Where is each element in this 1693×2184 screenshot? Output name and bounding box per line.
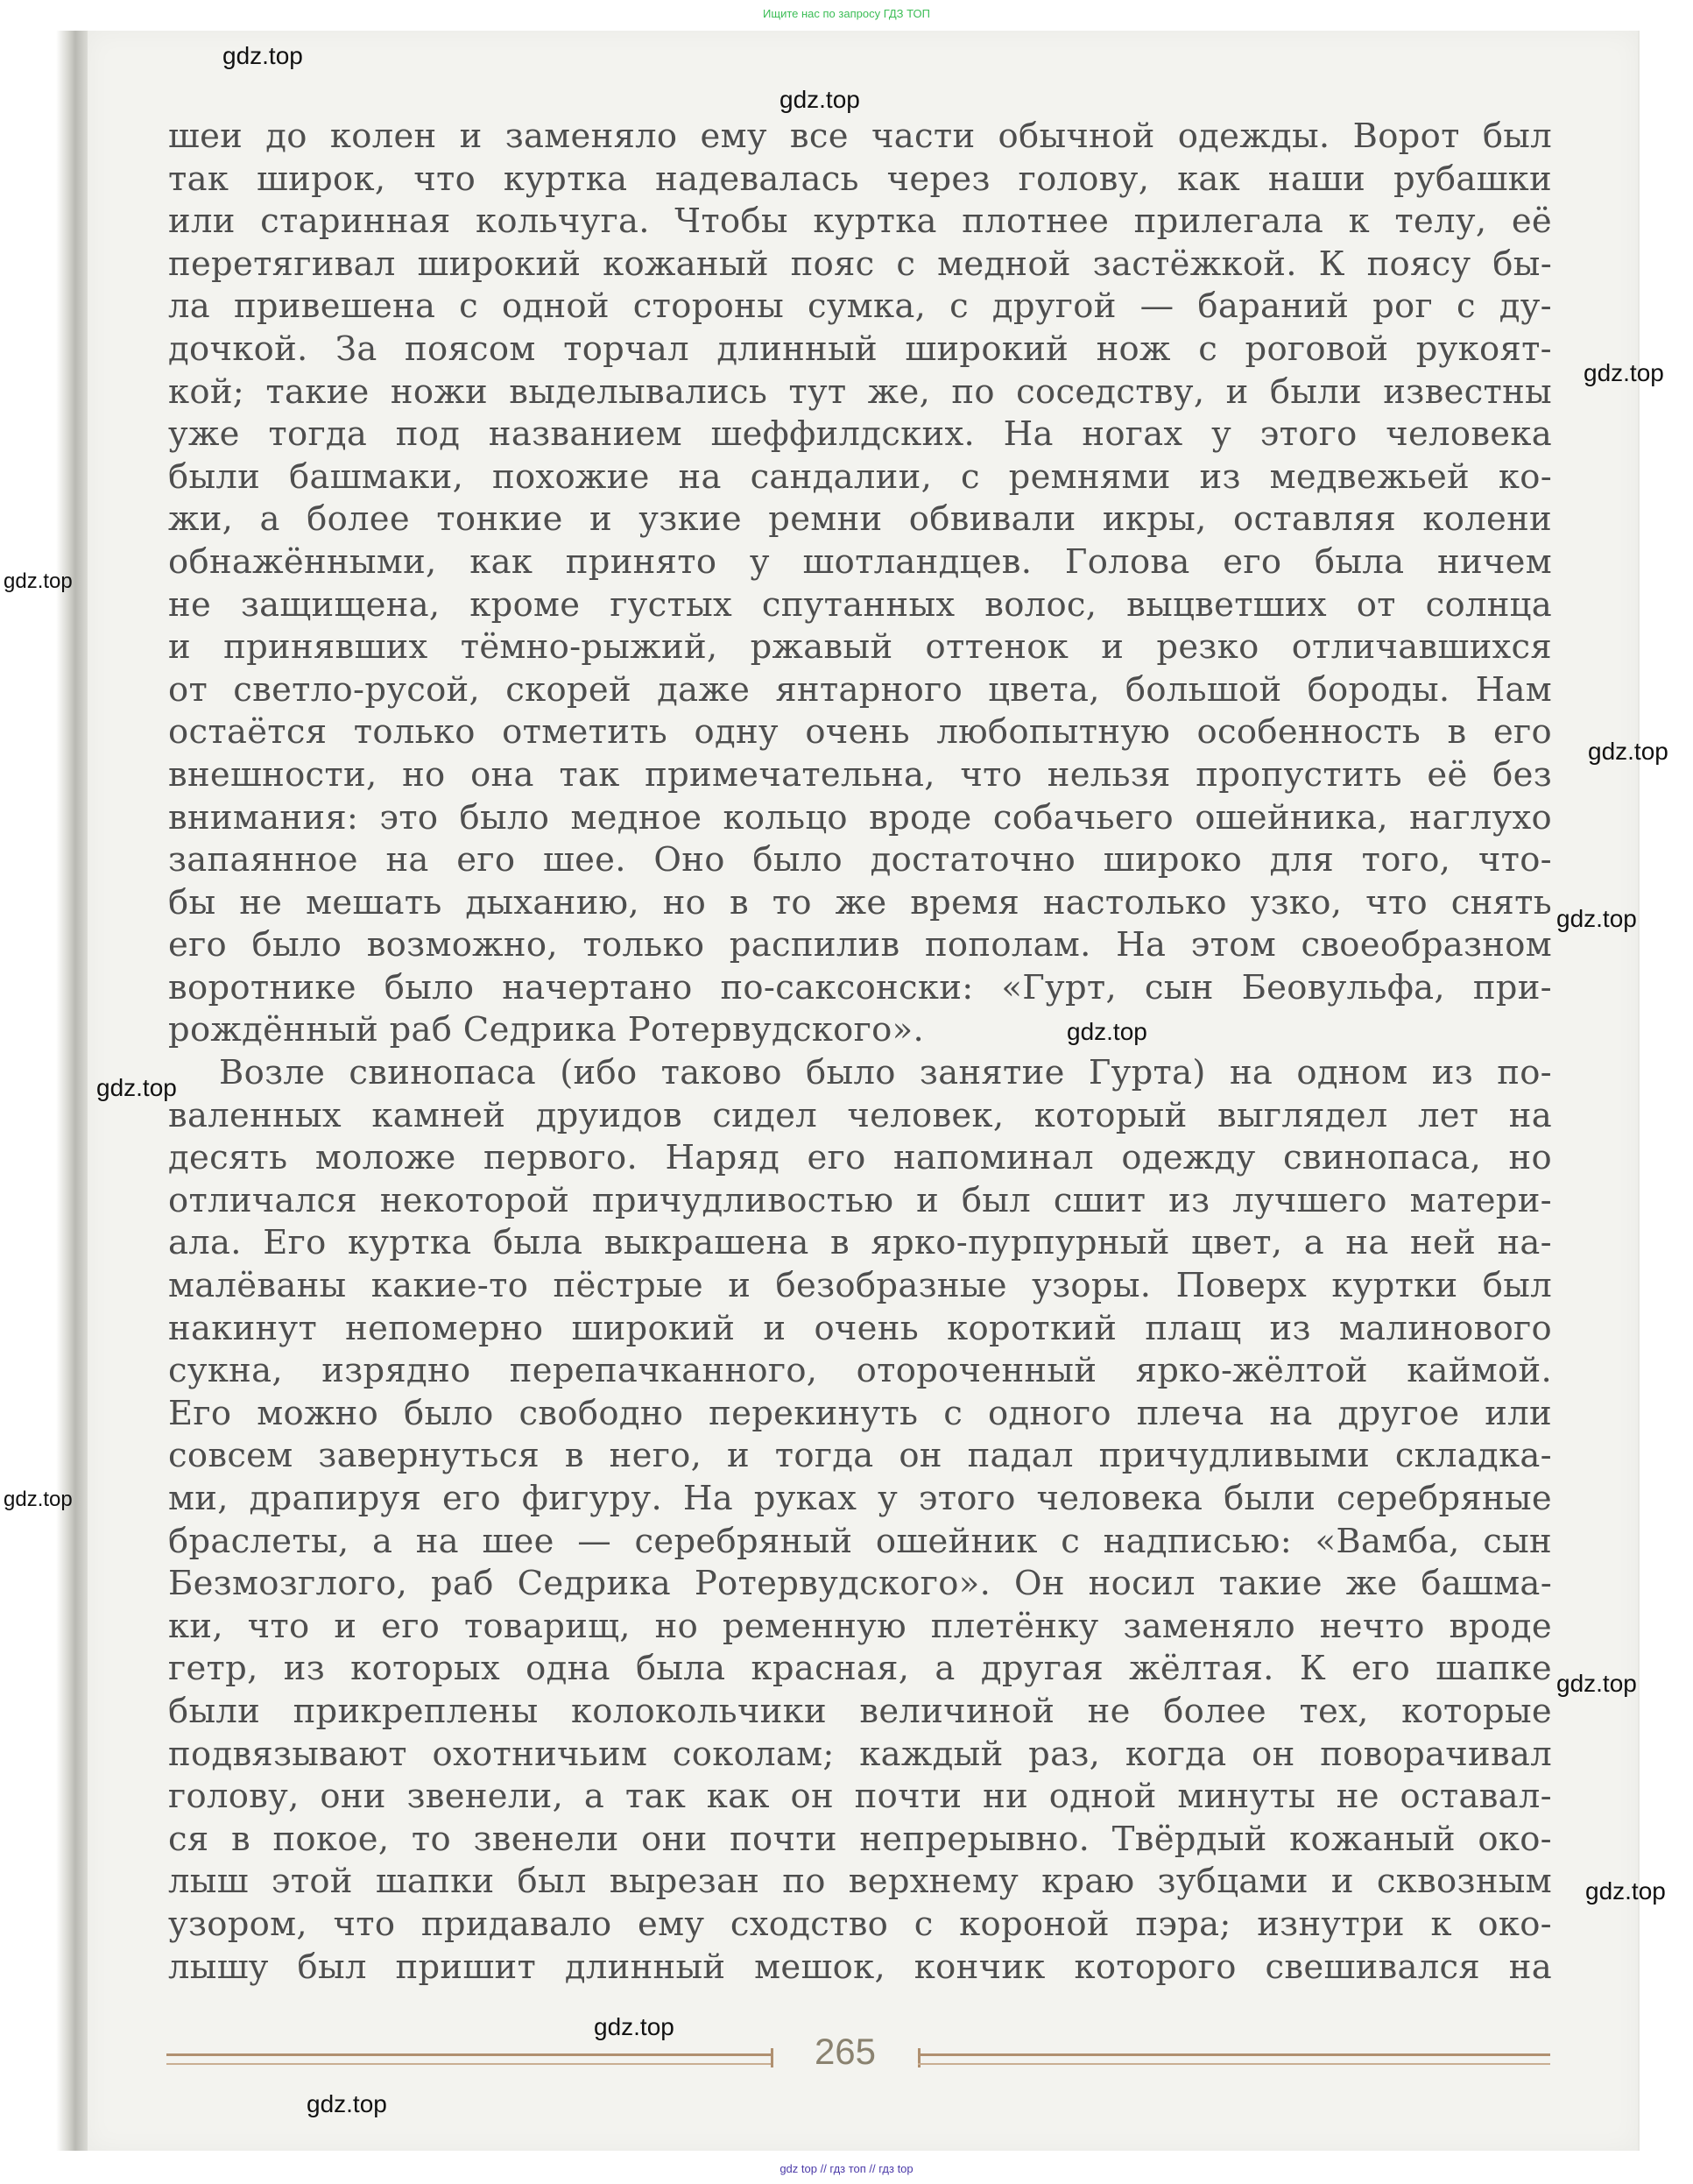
watermark-gdz-top: gdz.top <box>307 2090 387 2117</box>
text-line: не защищена, кроме густых спутанных волос, выцветших от солнца <box>168 584 1552 625</box>
page-number: 265 <box>814 2031 877 2072</box>
text-line: совсем завернуться в него, и тогда он падал причудливыми складка- <box>168 1436 1552 1476</box>
text-line: воротнике было начертано по-саксонски: «Гурт, сын Беовульфа, при- <box>168 967 1552 1007</box>
text-line: узором, что придавало ему сходство с короной пэра; изнутри к око- <box>168 1904 1552 1944</box>
text-line: уже тогда под названием шеффилдских. На ногах у этого человека <box>168 414 1552 455</box>
text-line: внимания: это было медное кольцо вроде собачьего ошейника, наглухо <box>168 797 1552 838</box>
text-line: ки, что и его товарищ, но ременную плетёнку заменяло нечто вроде <box>168 1606 1552 1646</box>
text-line: лыш этой шапки был вырезан по верхнему краю зубцами и сквозным <box>168 1862 1552 1902</box>
watermark-gdz-top: gdz.top <box>4 1488 73 1511</box>
text-line: его было возможно, только распилив пополам. На этом своеобразном <box>168 925 1552 965</box>
text-line: кой; такие ножи выделывались тут же, по соседству, и были известны <box>168 371 1552 412</box>
watermark-gdz-top: gdz.top <box>222 42 303 69</box>
text-line: были прикреплены колокольчики величиной не более тех, которые <box>168 1691 1552 1731</box>
text-line: Его можно было свободно перекинуть с одного плеча на другое или <box>168 1393 1552 1433</box>
text-line: подвязывают охотничьим соколам; каждый раз, когда он поворачивал <box>168 1734 1552 1774</box>
text-line: бы не мешать дыханию, но в то же время настолько узко, что снять <box>168 882 1552 922</box>
watermark-gdz-top: gdz.top <box>1584 359 1664 386</box>
footer-rule-left <box>166 2053 772 2065</box>
text-line: остаётся только отметить одну очень любопытную особенность в его <box>168 712 1552 753</box>
bottom-banner: gdz top // гдз топ // гдз top <box>779 2162 914 2175</box>
text-line: запаянное на его шее. Оно было достаточно широко для того, что- <box>168 840 1552 880</box>
text-line: ала. Его куртка была выкрашена в ярко-пурпурный цвет, а на ней на- <box>168 1223 1552 1263</box>
watermark-gdz-top: gdz.top <box>1067 1018 1147 1045</box>
text-line: отличался некоторой причудливостью и был сшит из лучшего матери- <box>168 1180 1552 1220</box>
text-line: ми, драпируя его фигуру. На руках у этого человека были серебряные <box>168 1479 1552 1518</box>
text-line: жи, а более тонкие и узкие ремни обвивали икры, оставляя колени <box>168 499 1552 540</box>
footer-rule-left-cap <box>771 2048 773 2067</box>
watermark-gdz-top: gdz.top <box>1556 1670 1637 1697</box>
watermark-gdz-top: gdz.top <box>1588 738 1668 765</box>
page-footer <box>166 2031 1550 2083</box>
text-line: дочкой. За поясом торчал длинный широкий нож с роговой рукоят- <box>168 329 1552 369</box>
watermark-gdz-top: gdz.top <box>594 2013 674 2040</box>
text-line: валенных камней друидов сидел человек, который выглядел лет на <box>168 1095 1552 1135</box>
text-line: обнажёнными, как принято у шотландцев. Голова его была ничем <box>168 541 1552 582</box>
watermark-gdz-top: gdz.top <box>1585 1877 1666 1905</box>
footer-rule-right <box>918 2053 1550 2065</box>
text-line: внешности, но она так примечательна, что нельзя пропустить её без <box>168 754 1552 795</box>
text-line: были башмаки, похожие на сандалии, с ремнями из медвежьей ко- <box>168 456 1552 497</box>
text-line: лышу был пришит длинный мешок, кончик которого свешивался на <box>168 1947 1552 1987</box>
text-line: ла привешена с одной стороны сумка, с другой — бараний рог с ду- <box>168 286 1552 327</box>
text-line: накинут непомерно широкий и очень короткий плащ из малинового <box>168 1308 1552 1348</box>
text-line: гетр, из которых одна была красная, а другая жёлтая. К его шапке <box>168 1649 1552 1689</box>
text-line: рождённый раб Седрика Ротервудского». <box>168 1010 925 1050</box>
watermark-gdz-top: gdz.top <box>779 86 860 113</box>
text-line: Возле свинопаса (ибо таково было занятие Гурта) на одном из по- <box>219 1053 1552 1093</box>
top-search-banner: Ищите нас по запросу ГДЗ ТОП <box>763 7 930 20</box>
text-line: или старинная кольчуга. Чтобы куртка плотнее прилегала к телу, её <box>168 201 1552 242</box>
text-line: десять моложе первого. Наряд его напоминал одежду свинопаса, но <box>168 1138 1552 1178</box>
text-line: шеи до колен и заменяло ему все части обычной одежды. Ворот был <box>168 117 1552 156</box>
page-body-text <box>168 116 1552 1989</box>
text-line: малёваны какие-то пёстрые и безобразные узоры. Поверх куртки был <box>168 1266 1552 1306</box>
text-line: и принявших тёмно-рыжий, ржавый оттенок и резко отличавшихся <box>168 627 1552 668</box>
text-line: браслеты, а на шее — серебряный ошейник с надписью: «Вамба, сын <box>168 1521 1552 1561</box>
watermark-gdz-top: gdz.top <box>1556 905 1637 932</box>
text-line: перетягивал широкий кожаный пояс с медной застёжкой. К поясу бы- <box>168 244 1552 284</box>
book-spine-shadow <box>56 31 91 2151</box>
watermark-gdz-top: gdz.top <box>96 1074 177 1101</box>
text-line: ся в покое, то звенели они почти непрерывно. Твёрдый кожаный око- <box>168 1819 1552 1859</box>
text-line: от светло-русой, скорей даже янтарного цвета, большой бороды. Нам <box>168 669 1552 710</box>
text-line: сукна, изрядно перепачканного, отороченный ярко-жёлтой каймой. <box>168 1351 1552 1391</box>
text-line: голову, они звенели, а так как он почти ни одной минуты не оставал- <box>168 1777 1552 1817</box>
text-line: так широк, что куртка надевалась через голову, как наши рубашки <box>168 159 1552 199</box>
text-line: Безмозглого, раб Седрика Ротервудского». Он носил такие же башма- <box>168 1564 1552 1604</box>
watermark-gdz-top: gdz.top <box>4 569 73 593</box>
